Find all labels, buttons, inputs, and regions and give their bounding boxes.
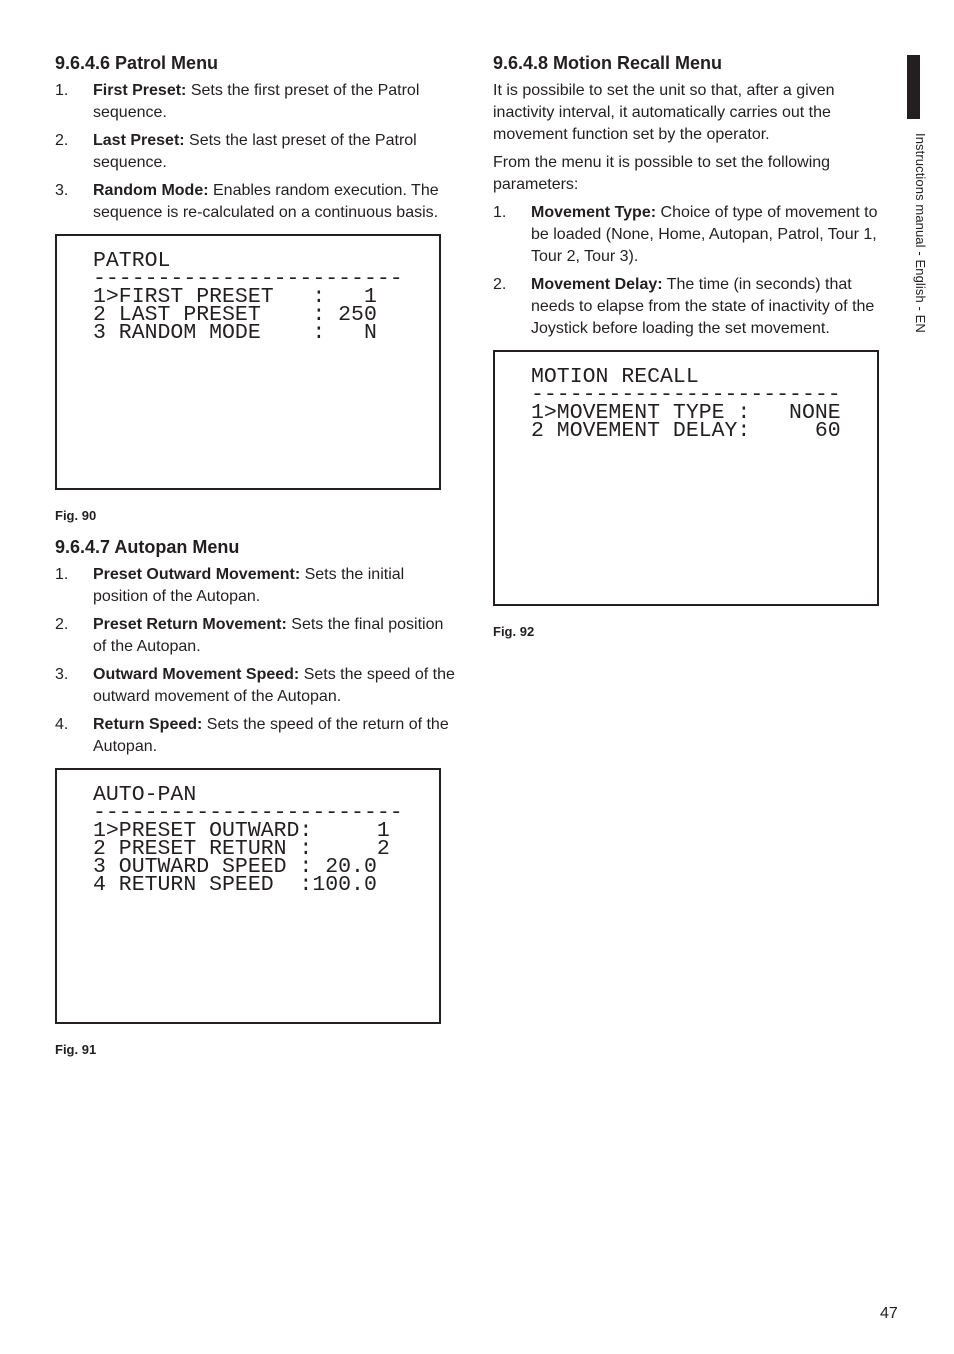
screen-line: 1>MOVEMENT TYPE : NONE — [531, 401, 841, 425]
list-item — [55, 664, 460, 708]
screen-line: AUTO-PAN — [93, 783, 197, 807]
list-item — [55, 714, 460, 758]
autopan-section — [55, 536, 460, 1058]
item-number: 1. — [55, 566, 69, 583]
list-item — [493, 274, 898, 340]
side-label: Instructions manual - English - EN — [913, 133, 928, 333]
autopan-heading: 9.6.4.7 Autopan Menu — [55, 537, 240, 557]
left-column — [55, 52, 460, 1070]
list-item — [55, 614, 460, 658]
item-term: Random Mode: — [93, 182, 209, 199]
item-term: Movement Type: — [531, 204, 657, 221]
item-number: 3. — [55, 666, 69, 683]
section-tab-marker — [907, 55, 920, 119]
figure-caption: Fig. 92 — [493, 624, 535, 639]
item-term: Outward Movement Speed: — [93, 666, 300, 683]
item-term: Movement Delay: — [531, 276, 663, 293]
screen-line: 2 MOVEMENT DELAY: 60 — [531, 419, 841, 443]
list-item — [55, 80, 460, 124]
item-term: Preset Return Movement: — [93, 616, 287, 633]
item-text: Enables random execution. The sequence is re-calculated on a continuous basis. — [93, 182, 439, 221]
patrol-section — [55, 52, 460, 524]
patrol-list — [55, 80, 460, 224]
patrol-screen — [55, 234, 441, 490]
intro-paragraph: It is possibile to set the unit so that, after a given inactivity interval, it automatically carries out the movement function set by the operator. — [493, 82, 835, 143]
autopan-list — [55, 564, 460, 758]
screen-line: 3 RANDOM MODE : N — [93, 321, 377, 345]
screen-line: ------------------------ — [93, 267, 403, 291]
screen-line: ------------------------ — [531, 383, 841, 407]
motion-recall-section — [493, 52, 898, 640]
screen-line: 1>PRESET OUTWARD: 1 — [93, 819, 390, 843]
autopan-screen — [55, 768, 441, 1024]
right-column — [493, 52, 898, 652]
screen-line: 4 RETURN SPEED :100.0 — [93, 873, 377, 897]
item-term: Return Speed: — [93, 716, 203, 733]
patrol-heading: 9.6.4.6 Patrol Menu — [55, 53, 219, 73]
figure-caption: Fig. 90 — [55, 508, 97, 523]
item-number: 2. — [55, 132, 69, 149]
item-number: 2. — [493, 276, 507, 293]
item-text: The time (in seconds) that needs to elapse from the state of inactivity of the Joystick before loading the set movement. — [531, 276, 875, 337]
item-text: Sets the speed of the outward movement of the Autopan. — [93, 666, 455, 705]
screen-line: ------------------------ — [93, 801, 403, 825]
screen-line: PATROL — [93, 249, 171, 273]
item-number: 3. — [55, 182, 69, 199]
item-text: Choice of type of movement to be loaded (None, Home, Autopan, Patrol, Tour 1, Tour 2, Tour 3). — [531, 204, 878, 265]
item-number: 1. — [493, 204, 507, 221]
screen-line: 2 PRESET RETURN : 2 — [93, 837, 390, 861]
figure-caption: Fig. 91 — [55, 1042, 97, 1057]
intro-paragraph: From the menu it is possible to set the following parameters: — [493, 154, 831, 193]
item-text: Sets the initial position of the Autopan. — [93, 566, 405, 605]
screen-line: 2 LAST PRESET : 250 — [93, 303, 377, 327]
page-number: 47 — [880, 1305, 898, 1322]
item-text: Sets the last preset of the Patrol sequence. — [93, 132, 417, 171]
item-text: Sets the first preset of the Patrol sequence. — [93, 82, 420, 121]
item-number: 2. — [55, 616, 69, 633]
item-term: Last Preset: — [93, 132, 185, 149]
list-item — [55, 180, 460, 224]
item-text: Sets the speed of the return of the Autopan. — [93, 716, 449, 755]
item-number: 4. — [55, 716, 69, 733]
item-term: First Preset: — [93, 82, 187, 99]
screen-line: MOTION RECALL — [531, 365, 699, 389]
screen-line: 3 OUTWARD SPEED : 20.0 — [93, 855, 377, 879]
list-item — [55, 130, 460, 174]
list-item — [55, 564, 460, 608]
item-term: Preset Outward Movement: — [93, 566, 301, 583]
motion-recall-screen — [493, 350, 879, 606]
motion-recall-list — [493, 202, 898, 340]
screen-line: 1>FIRST PRESET : 1 — [93, 285, 377, 309]
item-number: 1. — [55, 82, 69, 99]
motion-recall-heading: 9.6.4.8 Motion Recall Menu — [493, 53, 723, 73]
item-text: Sets the final position of the Autopan. — [93, 616, 444, 655]
list-item — [493, 202, 898, 268]
